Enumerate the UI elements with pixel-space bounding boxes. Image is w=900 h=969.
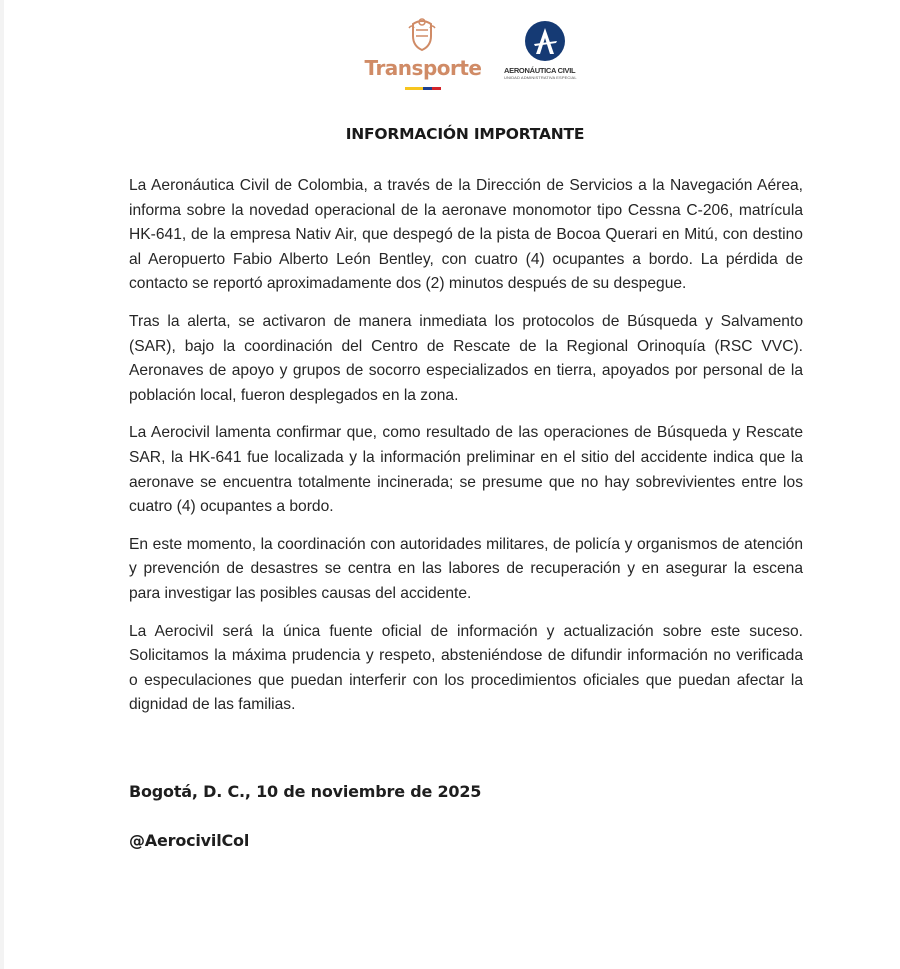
paragraph: La Aerocivil será la única fuente oficial de información y actualización sobre este suceso. Solicitamos la máxima prudencia y respeto, absteniéndose de difundir información no verificada o especulaciones que puedan interferir con los procedimientos oficiales que puedan afectar la dignidad de las familias. [129, 622, 803, 714]
transporte-wordmark: Transporte [364, 56, 482, 80]
coat-of-arms-icon [407, 18, 437, 52]
transporte-logo [360, 14, 486, 94]
place-date: Bogotá, D. C., 10 de noviembre de 2025 [129, 782, 482, 801]
aerocivil-wordmark: AERONÁUTICA CIVIL [504, 66, 576, 75]
page-edge [0, 0, 4, 969]
paragraph: La Aeronáutica Civil de Colombia, a través de la Dirección de Servicios a la Navegación Aérea, informa sobre la novedad operacional de la aeronave monomotor tipo Cessna C-206, matrícula HK-641, de la empresa Nativ Air, que despegó de la pista de Bocoa Querari en Mitú, con destino al Aeropuerto Fabio Alberto León Bentley, con cuatro (4) ocupantes a bordo. La pérdida de contacto se reportó aproximadamente dos (2) minutos después de su despegue. [129, 177, 803, 293]
document-title: INFORMACIÓN IMPORTANTE [345, 125, 585, 143]
document-body [129, 174, 803, 731]
social-handle: @AerocivilCol [129, 831, 250, 850]
paragraph: En este momento, la coordinación con autoridades militares, de policía y organismos de atención y prevención de desastres se centra en las labores de recuperación y en asegurar la escena para investigar las posibles causas del accidente. [129, 535, 803, 602]
paragraph: La Aerocivil lamenta confirmar que, como resultado de las operaciones de Búsqueda y Rescate SAR, la HK-641 fue localizada y la información preliminar en el sitio del accidente indica que la aeronave se encuentra totalmente incinerada; se presume que no hay sobrevivientes entre los cuatro (4) ocupantes a bordo. [129, 424, 803, 516]
aerocivil-subtitle: UNIDAD ADMINISTRATIVA ESPECIAL [504, 75, 577, 80]
letterhead [0, 14, 900, 94]
paragraph: Tras la alerta, se activaron de manera inmediata los protocolos de Búsqueda y Salvamento (SAR), bajo la coordinación del Centro de Rescate de la Regional Orinoquía (RSC VVC). Aeronaves de apoyo y grupos de socorro especializados en tierra, apoyados por personal de la población local, fueron desplegados en la zona. [129, 312, 803, 404]
aerocivil-a-icon [524, 20, 566, 62]
colombia-flag-stripe [405, 87, 441, 90]
aerocivil-logo [500, 16, 596, 86]
